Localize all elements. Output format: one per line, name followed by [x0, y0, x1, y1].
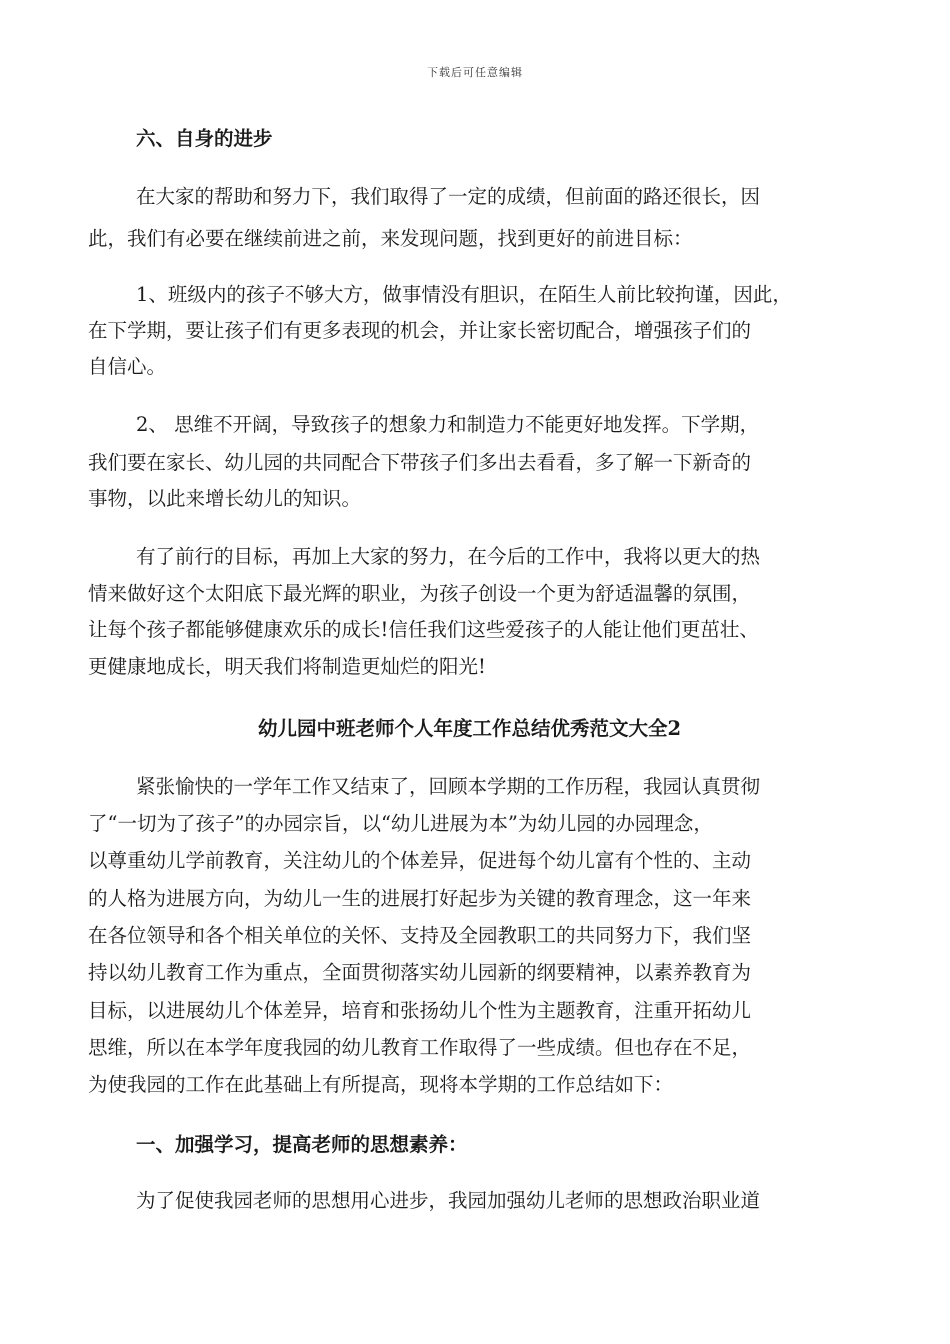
paragraph-line: 在各位领导和各个相关单位的关怀、支持及全园教职工的共同努力下，我们坚	[88, 924, 752, 947]
section-heading: 六、自身的进步	[136, 127, 273, 150]
list-item-line: 自信心。	[88, 355, 167, 378]
paragraph-line: 此，我们有必要在继续前进之前，来发现问题，找到更好的前进目标：	[88, 227, 693, 250]
paragraph-line: 有了前行的目标，再加上大家的努力，在今后的工作中，我将以更大的热	[136, 545, 761, 568]
paragraph-line: 更健康地成长，明天我们将制造更灿烂的阳光!	[88, 655, 486, 678]
paragraph-line: 了“一切为了孩子”的办园宗旨，以“幼儿进展为本”为幼儿园的办园理念，	[88, 812, 713, 835]
paragraph-line: 的人格为进展方向，为幼儿一生的进展打好起步为关键的教育理念，这一年来	[88, 887, 752, 910]
paragraph-line: 情来做好这个太阳底下最光辉的职业，为孩子创设一个更为舒适温馨的氛围，	[88, 582, 752, 605]
section-heading: 一、加强学习，提高老师的思想素养：	[136, 1133, 468, 1156]
paragraph-line: 目标，以进展幼儿个体差异，培育和张扬幼儿个性为主题教育，注重开拓幼儿	[88, 999, 752, 1022]
paragraph-line: 持以幼儿教育工作为重点，全面贯彻落实幼儿园新的纲要精神，以素养教育为	[88, 961, 752, 984]
list-item-line: 事物，以此来增长幼儿的知识。	[88, 487, 362, 510]
paragraph-line: 为了促使我园老师的思想用心进步，我园加强幼儿老师的思想政治职业道	[136, 1189, 761, 1212]
list-item-line: 在下学期，要让孩子们有更多表现的机会，并让家长密切配合，增强孩子们的	[88, 319, 752, 342]
paragraph-line: 让每个孩子都能够健康欢乐的成长!信任我们这些爱孩子的人能让他们更茁壮、	[88, 618, 759, 641]
paragraph-line: 以尊重幼儿学前教育，关注幼儿的个体差异，促进每个幼儿富有个性的、主动	[88, 849, 752, 872]
article-title: 幼儿园中班老师个人年度工作总结优秀范文大全2	[258, 717, 682, 740]
paragraph-line: 紧张愉快的一学年工作又结束了，回顾本学期的工作历程，我园认真贯彻	[136, 775, 761, 798]
paragraph-line: 在大家的帮助和努力下，我们取得了一定的成绩，但前面的路还很长，因	[136, 185, 761, 208]
list-item-line: 2、 思维不开阔，导致孩子的想象力和制造力不能更好地发挥。下学期，	[136, 413, 760, 436]
paragraph-line: 思维，所以在本学年度我园的幼儿教育工作取得了一些成绩。但也存在不足，	[88, 1036, 752, 1059]
list-item-line: 我们要在家长、幼儿园的共同配合下带孩子们多出去看看，多了解一下新奇的	[88, 451, 752, 474]
paragraph-line: 为使我园的工作在此基础上有所提高，现将本学期的工作总结如下：	[88, 1073, 674, 1096]
list-item-line: 1、班级内的孩子不够大方，做事情没有胆识，在陌生人前比较拘谨，因此，	[136, 283, 792, 306]
page-header-note: 下载后可任意编辑	[427, 66, 523, 79]
